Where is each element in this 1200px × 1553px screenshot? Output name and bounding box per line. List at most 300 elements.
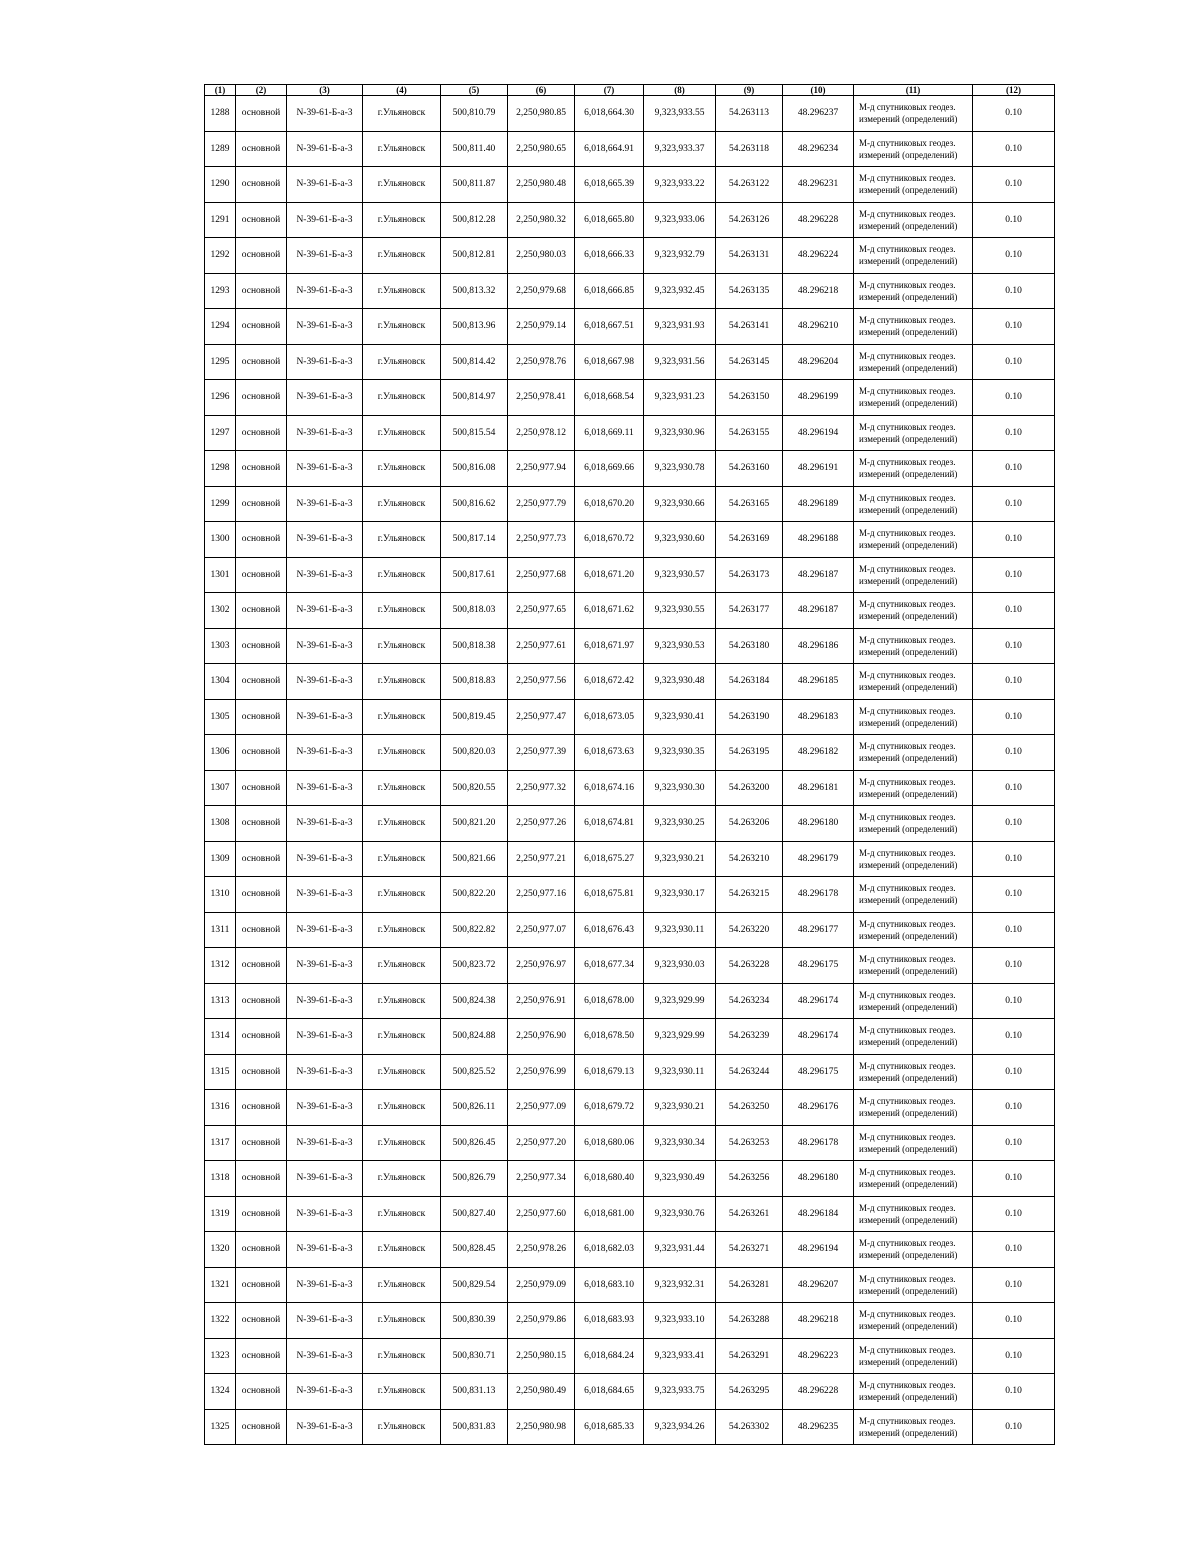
table-row bbox=[205, 1196, 1055, 1232]
coord-x-cell: 500,815.54 bbox=[441, 415, 508, 451]
method-cell: М-д спутниковых геодез. измерений (определений) bbox=[854, 1232, 973, 1268]
accuracy-cell: 0.10 bbox=[973, 309, 1055, 345]
accuracy-cell: 0.10 bbox=[973, 1232, 1055, 1268]
point-type-cell: основной bbox=[236, 948, 287, 984]
table-row bbox=[205, 1232, 1055, 1268]
locality-cell: г.Ульяновск bbox=[363, 770, 441, 806]
latitude-cell: 54.263150 bbox=[716, 380, 783, 416]
map-sheet-cell: N-39-61-Б-а-3 bbox=[287, 735, 363, 771]
point-type-cell: основной bbox=[236, 1090, 287, 1126]
coord-y2-cell: 9,323,930.34 bbox=[644, 1125, 716, 1161]
accuracy-cell: 0.10 bbox=[973, 912, 1055, 948]
coord-y2-cell: 9,323,933.55 bbox=[644, 96, 716, 132]
coord-x-cell: 500,823.72 bbox=[441, 948, 508, 984]
coord-y-cell: 2,250,977.07 bbox=[508, 912, 575, 948]
coord-y2-cell: 9,323,930.41 bbox=[644, 699, 716, 735]
coord-x2-cell: 6,018,682.03 bbox=[575, 1232, 644, 1268]
point-number-cell: 1292 bbox=[205, 238, 236, 274]
locality-cell: г.Ульяновск bbox=[363, 912, 441, 948]
table-row bbox=[205, 877, 1055, 913]
point-type-cell: основной bbox=[236, 309, 287, 345]
method-cell: М-д спутниковых геодез. измерений (определений) bbox=[854, 557, 973, 593]
coord-x2-cell: 6,018,665.39 bbox=[575, 167, 644, 203]
table-row bbox=[205, 770, 1055, 806]
locality-cell: г.Ульяновск bbox=[363, 557, 441, 593]
coord-x2-cell: 6,018,676.43 bbox=[575, 912, 644, 948]
latitude-cell: 54.263288 bbox=[716, 1303, 783, 1339]
table-row bbox=[205, 841, 1055, 877]
longitude-cell: 48.296175 bbox=[783, 948, 854, 984]
point-number-cell: 1324 bbox=[205, 1374, 236, 1410]
accuracy-cell: 0.10 bbox=[973, 1338, 1055, 1374]
table-row bbox=[205, 167, 1055, 203]
coord-x-cell: 500,826.45 bbox=[441, 1125, 508, 1161]
coord-y2-cell: 9,323,930.21 bbox=[644, 1090, 716, 1126]
accuracy-cell: 0.10 bbox=[973, 699, 1055, 735]
locality-cell: г.Ульяновск bbox=[363, 1232, 441, 1268]
accuracy-cell: 0.10 bbox=[973, 770, 1055, 806]
method-cell: М-д спутниковых геодез. измерений (определений) bbox=[854, 309, 973, 345]
method-cell: М-д спутниковых геодез. измерений (определений) bbox=[854, 877, 973, 913]
table-row bbox=[205, 273, 1055, 309]
coord-x2-cell: 6,018,669.11 bbox=[575, 415, 644, 451]
coord-y2-cell: 9,323,933.41 bbox=[644, 1338, 716, 1374]
point-type-cell: основной bbox=[236, 877, 287, 913]
point-type-cell: основной bbox=[236, 1161, 287, 1197]
coord-y-cell: 2,250,977.68 bbox=[508, 557, 575, 593]
coord-x2-cell: 6,018,674.81 bbox=[575, 806, 644, 842]
locality-cell: г.Ульяновск bbox=[363, 1267, 441, 1303]
coord-y-cell: 2,250,977.20 bbox=[508, 1125, 575, 1161]
coord-y-cell: 2,250,980.85 bbox=[508, 96, 575, 132]
latitude-cell: 54.263256 bbox=[716, 1161, 783, 1197]
latitude-cell: 54.263131 bbox=[716, 238, 783, 274]
map-sheet-cell: N-39-61-Б-а-3 bbox=[287, 628, 363, 664]
method-cell: М-д спутниковых геодез. измерений (определений) bbox=[854, 1374, 973, 1410]
longitude-cell: 48.296180 bbox=[783, 806, 854, 842]
longitude-cell: 48.296204 bbox=[783, 344, 854, 380]
method-cell: М-д спутниковых геодез. измерений (определений) bbox=[854, 1019, 973, 1055]
accuracy-cell: 0.10 bbox=[973, 167, 1055, 203]
locality-cell: г.Ульяновск bbox=[363, 309, 441, 345]
map-sheet-cell: N-39-61-Б-а-3 bbox=[287, 1374, 363, 1410]
point-number-cell: 1295 bbox=[205, 344, 236, 380]
coord-x-cell: 500,818.83 bbox=[441, 664, 508, 700]
point-number-cell: 1312 bbox=[205, 948, 236, 984]
map-sheet-cell: N-39-61-Б-а-3 bbox=[287, 1196, 363, 1232]
table-row bbox=[205, 983, 1055, 1019]
map-sheet-cell: N-39-61-Б-а-3 bbox=[287, 202, 363, 238]
point-number-cell: 1301 bbox=[205, 557, 236, 593]
point-type-cell: основной bbox=[236, 131, 287, 167]
coord-x-cell: 500,813.32 bbox=[441, 273, 508, 309]
coord-x2-cell: 6,018,685.33 bbox=[575, 1409, 644, 1445]
point-number-cell: 1311 bbox=[205, 912, 236, 948]
locality-cell: г.Ульяновск bbox=[363, 948, 441, 984]
point-type-cell: основной bbox=[236, 983, 287, 1019]
point-type-cell: основной bbox=[236, 1374, 287, 1410]
longitude-cell: 48.296189 bbox=[783, 486, 854, 522]
point-number-cell: 1320 bbox=[205, 1232, 236, 1268]
coord-x2-cell: 6,018,667.51 bbox=[575, 309, 644, 345]
method-cell: М-д спутниковых геодез. измерений (определений) bbox=[854, 1125, 973, 1161]
locality-cell: г.Ульяновск bbox=[363, 522, 441, 558]
document-sheet bbox=[204, 84, 1055, 1445]
longitude-cell: 48.296231 bbox=[783, 167, 854, 203]
map-sheet-cell: N-39-61-Б-а-3 bbox=[287, 96, 363, 132]
coord-x-cell: 500,812.81 bbox=[441, 238, 508, 274]
point-type-cell: основной bbox=[236, 451, 287, 487]
point-number-cell: 1325 bbox=[205, 1409, 236, 1445]
column-header-12: (12) bbox=[973, 85, 1055, 96]
longitude-cell: 48.296218 bbox=[783, 1303, 854, 1339]
method-cell: М-д спутниковых геодез. измерений (определений) bbox=[854, 167, 973, 203]
map-sheet-cell: N-39-61-Б-а-3 bbox=[287, 167, 363, 203]
longitude-cell: 48.296174 bbox=[783, 1019, 854, 1055]
coord-y2-cell: 9,323,933.10 bbox=[644, 1303, 716, 1339]
coord-y2-cell: 9,323,930.21 bbox=[644, 841, 716, 877]
coord-x2-cell: 6,018,672.42 bbox=[575, 664, 644, 700]
method-cell: М-д спутниковых геодез. измерений (определений) bbox=[854, 806, 973, 842]
latitude-cell: 54.263261 bbox=[716, 1196, 783, 1232]
point-type-cell: основной bbox=[236, 1125, 287, 1161]
method-cell: М-д спутниковых геодез. измерений (определений) bbox=[854, 238, 973, 274]
point-number-cell: 1290 bbox=[205, 167, 236, 203]
latitude-cell: 54.263190 bbox=[716, 699, 783, 735]
method-cell: М-д спутниковых геодез. измерений (определений) bbox=[854, 415, 973, 451]
table-row bbox=[205, 1125, 1055, 1161]
coord-y-cell: 2,250,980.15 bbox=[508, 1338, 575, 1374]
locality-cell: г.Ульяновск bbox=[363, 841, 441, 877]
table-row bbox=[205, 451, 1055, 487]
longitude-cell: 48.296187 bbox=[783, 593, 854, 629]
point-type-cell: основной bbox=[236, 202, 287, 238]
locality-cell: г.Ульяновск bbox=[363, 131, 441, 167]
longitude-cell: 48.296183 bbox=[783, 699, 854, 735]
method-cell: М-д спутниковых геодез. измерений (определений) bbox=[854, 1054, 973, 1090]
coord-y2-cell: 9,323,930.49 bbox=[644, 1161, 716, 1197]
point-number-cell: 1316 bbox=[205, 1090, 236, 1126]
longitude-cell: 48.296199 bbox=[783, 380, 854, 416]
coord-y-cell: 2,250,977.21 bbox=[508, 841, 575, 877]
locality-cell: г.Ульяновск bbox=[363, 1409, 441, 1445]
coord-y2-cell: 9,323,933.37 bbox=[644, 131, 716, 167]
coord-x-cell: 500,828.45 bbox=[441, 1232, 508, 1268]
coord-y-cell: 2,250,977.65 bbox=[508, 593, 575, 629]
locality-cell: г.Ульяновск bbox=[363, 806, 441, 842]
coord-x-cell: 500,822.20 bbox=[441, 877, 508, 913]
latitude-cell: 54.263210 bbox=[716, 841, 783, 877]
map-sheet-cell: N-39-61-Б-а-3 bbox=[287, 877, 363, 913]
longitude-cell: 48.296187 bbox=[783, 557, 854, 593]
coord-x2-cell: 6,018,679.13 bbox=[575, 1054, 644, 1090]
table-row bbox=[205, 1090, 1055, 1126]
coord-x-cell: 500,819.45 bbox=[441, 699, 508, 735]
point-number-cell: 1293 bbox=[205, 273, 236, 309]
latitude-cell: 54.263200 bbox=[716, 770, 783, 806]
map-sheet-cell: N-39-61-Б-а-3 bbox=[287, 983, 363, 1019]
locality-cell: г.Ульяновск bbox=[363, 1019, 441, 1055]
coord-x2-cell: 6,018,667.98 bbox=[575, 344, 644, 380]
coord-y2-cell: 9,323,932.45 bbox=[644, 273, 716, 309]
coord-x2-cell: 6,018,668.54 bbox=[575, 380, 644, 416]
longitude-cell: 48.296185 bbox=[783, 664, 854, 700]
method-cell: М-д спутниковых геодез. измерений (определений) bbox=[854, 1267, 973, 1303]
coord-y-cell: 2,250,980.65 bbox=[508, 131, 575, 167]
method-cell: М-д спутниковых геодез. измерений (определений) bbox=[854, 735, 973, 771]
accuracy-cell: 0.10 bbox=[973, 344, 1055, 380]
table-row bbox=[205, 522, 1055, 558]
point-number-cell: 1313 bbox=[205, 983, 236, 1019]
latitude-cell: 54.263291 bbox=[716, 1338, 783, 1374]
coord-y-cell: 2,250,980.48 bbox=[508, 167, 575, 203]
accuracy-cell: 0.10 bbox=[973, 380, 1055, 416]
coord-x-cell: 500,821.20 bbox=[441, 806, 508, 842]
table-row bbox=[205, 309, 1055, 345]
coord-y-cell: 2,250,977.39 bbox=[508, 735, 575, 771]
point-number-cell: 1299 bbox=[205, 486, 236, 522]
accuracy-cell: 0.10 bbox=[973, 1090, 1055, 1126]
point-type-cell: основной bbox=[236, 628, 287, 664]
column-header-2: (2) bbox=[236, 85, 287, 96]
accuracy-cell: 0.10 bbox=[973, 877, 1055, 913]
coord-y-cell: 2,250,976.97 bbox=[508, 948, 575, 984]
accuracy-cell: 0.10 bbox=[973, 1303, 1055, 1339]
latitude-cell: 54.263271 bbox=[716, 1232, 783, 1268]
locality-cell: г.Ульяновск bbox=[363, 415, 441, 451]
method-cell: М-д спутниковых геодез. измерений (определений) bbox=[854, 1196, 973, 1232]
latitude-cell: 54.263195 bbox=[716, 735, 783, 771]
map-sheet-cell: N-39-61-Б-а-3 bbox=[287, 344, 363, 380]
coord-y-cell: 2,250,980.32 bbox=[508, 202, 575, 238]
coord-x2-cell: 6,018,680.06 bbox=[575, 1125, 644, 1161]
coord-y2-cell: 9,323,929.99 bbox=[644, 1019, 716, 1055]
coord-y-cell: 2,250,977.56 bbox=[508, 664, 575, 700]
point-type-cell: основной bbox=[236, 770, 287, 806]
coord-y-cell: 2,250,977.61 bbox=[508, 628, 575, 664]
coord-x-cell: 500,816.08 bbox=[441, 451, 508, 487]
coord-x2-cell: 6,018,666.33 bbox=[575, 238, 644, 274]
coord-x-cell: 500,827.40 bbox=[441, 1196, 508, 1232]
point-number-cell: 1306 bbox=[205, 735, 236, 771]
accuracy-cell: 0.10 bbox=[973, 273, 1055, 309]
point-type-cell: основной bbox=[236, 735, 287, 771]
locality-cell: г.Ульяновск bbox=[363, 202, 441, 238]
coord-x-cell: 500,824.38 bbox=[441, 983, 508, 1019]
table-row bbox=[205, 557, 1055, 593]
table-row bbox=[205, 735, 1055, 771]
method-cell: М-д спутниковых геодез. измерений (определений) bbox=[854, 593, 973, 629]
coord-x-cell: 500,818.38 bbox=[441, 628, 508, 664]
method-cell: М-д спутниковых геодез. измерений (определений) bbox=[854, 841, 973, 877]
map-sheet-cell: N-39-61-Б-а-3 bbox=[287, 451, 363, 487]
accuracy-cell: 0.10 bbox=[973, 983, 1055, 1019]
method-cell: М-д спутниковых геодез. измерений (определений) bbox=[854, 664, 973, 700]
longitude-cell: 48.296177 bbox=[783, 912, 854, 948]
coord-x-cell: 500,817.14 bbox=[441, 522, 508, 558]
table-row bbox=[205, 806, 1055, 842]
locality-cell: г.Ульяновск bbox=[363, 1090, 441, 1126]
coord-y2-cell: 9,323,932.79 bbox=[644, 238, 716, 274]
coord-y2-cell: 9,323,930.03 bbox=[644, 948, 716, 984]
locality-cell: г.Ульяновск bbox=[363, 1054, 441, 1090]
coord-x2-cell: 6,018,678.50 bbox=[575, 1019, 644, 1055]
method-cell: М-д спутниковых геодез. измерений (определений) bbox=[854, 344, 973, 380]
point-type-cell: основной bbox=[236, 1196, 287, 1232]
coord-x-cell: 500,814.42 bbox=[441, 344, 508, 380]
method-cell: М-д спутниковых геодез. измерений (определений) bbox=[854, 1338, 973, 1374]
coord-y2-cell: 9,323,930.57 bbox=[644, 557, 716, 593]
coord-y2-cell: 9,323,930.78 bbox=[644, 451, 716, 487]
column-header-5: (5) bbox=[441, 85, 508, 96]
coord-x2-cell: 6,018,669.66 bbox=[575, 451, 644, 487]
table-row bbox=[205, 380, 1055, 416]
point-type-cell: основной bbox=[236, 806, 287, 842]
locality-cell: г.Ульяновск bbox=[363, 1338, 441, 1374]
coord-x2-cell: 6,018,681.00 bbox=[575, 1196, 644, 1232]
accuracy-cell: 0.10 bbox=[973, 522, 1055, 558]
coord-y2-cell: 9,323,933.22 bbox=[644, 167, 716, 203]
coord-y-cell: 2,250,978.41 bbox=[508, 380, 575, 416]
point-number-cell: 1296 bbox=[205, 380, 236, 416]
map-sheet-cell: N-39-61-Б-а-3 bbox=[287, 1303, 363, 1339]
point-type-cell: основной bbox=[236, 273, 287, 309]
accuracy-cell: 0.10 bbox=[973, 664, 1055, 700]
coord-y2-cell: 9,323,930.76 bbox=[644, 1196, 716, 1232]
coord-x2-cell: 6,018,664.91 bbox=[575, 131, 644, 167]
column-header-3: (3) bbox=[287, 85, 363, 96]
longitude-cell: 48.296207 bbox=[783, 1267, 854, 1303]
coord-x2-cell: 6,018,680.40 bbox=[575, 1161, 644, 1197]
coord-x-cell: 500,820.03 bbox=[441, 735, 508, 771]
longitude-cell: 48.296237 bbox=[783, 96, 854, 132]
coord-y-cell: 2,250,979.68 bbox=[508, 273, 575, 309]
method-cell: М-д спутниковых геодез. измерений (определений) bbox=[854, 628, 973, 664]
method-cell: М-д спутниковых геодез. измерений (определений) bbox=[854, 273, 973, 309]
point-number-cell: 1302 bbox=[205, 593, 236, 629]
locality-cell: г.Ульяновск bbox=[363, 344, 441, 380]
longitude-cell: 48.296178 bbox=[783, 877, 854, 913]
coord-x2-cell: 6,018,665.80 bbox=[575, 202, 644, 238]
latitude-cell: 54.263228 bbox=[716, 948, 783, 984]
point-number-cell: 1315 bbox=[205, 1054, 236, 1090]
point-type-cell: основной bbox=[236, 1409, 287, 1445]
method-cell: М-д спутниковых геодез. измерений (определений) bbox=[854, 699, 973, 735]
table-row bbox=[205, 238, 1055, 274]
latitude-cell: 54.263302 bbox=[716, 1409, 783, 1445]
map-sheet-cell: N-39-61-Б-а-3 bbox=[287, 1409, 363, 1445]
coord-y-cell: 2,250,979.86 bbox=[508, 1303, 575, 1339]
table-row bbox=[205, 1054, 1055, 1090]
longitude-cell: 48.296194 bbox=[783, 415, 854, 451]
point-type-cell: основной bbox=[236, 380, 287, 416]
coord-x-cell: 500,811.40 bbox=[441, 131, 508, 167]
map-sheet-cell: N-39-61-Б-а-3 bbox=[287, 522, 363, 558]
coord-x2-cell: 6,018,671.97 bbox=[575, 628, 644, 664]
latitude-cell: 54.263135 bbox=[716, 273, 783, 309]
latitude-cell: 54.263253 bbox=[716, 1125, 783, 1161]
locality-cell: г.Ульяновск bbox=[363, 664, 441, 700]
point-type-cell: основной bbox=[236, 841, 287, 877]
table-row bbox=[205, 948, 1055, 984]
longitude-cell: 48.296180 bbox=[783, 1161, 854, 1197]
method-cell: М-д спутниковых геодез. измерений (определений) bbox=[854, 96, 973, 132]
coord-x2-cell: 6,018,674.16 bbox=[575, 770, 644, 806]
point-type-cell: основной bbox=[236, 1054, 287, 1090]
point-number-cell: 1322 bbox=[205, 1303, 236, 1339]
point-type-cell: основной bbox=[236, 96, 287, 132]
method-cell: М-д спутниковых геодез. измерений (определений) bbox=[854, 522, 973, 558]
longitude-cell: 48.296188 bbox=[783, 522, 854, 558]
column-header-8: (8) bbox=[644, 85, 716, 96]
latitude-cell: 54.263184 bbox=[716, 664, 783, 700]
latitude-cell: 54.263295 bbox=[716, 1374, 783, 1410]
point-type-cell: основной bbox=[236, 1232, 287, 1268]
map-sheet-cell: N-39-61-Б-а-3 bbox=[287, 1161, 363, 1197]
coord-x2-cell: 6,018,675.81 bbox=[575, 877, 644, 913]
map-sheet-cell: N-39-61-Б-а-3 bbox=[287, 912, 363, 948]
table-row bbox=[205, 699, 1055, 735]
locality-cell: г.Ульяновск bbox=[363, 380, 441, 416]
table-row bbox=[205, 628, 1055, 664]
coord-x2-cell: 6,018,684.65 bbox=[575, 1374, 644, 1410]
coord-x2-cell: 6,018,678.00 bbox=[575, 983, 644, 1019]
coord-x2-cell: 6,018,684.24 bbox=[575, 1338, 644, 1374]
accuracy-cell: 0.10 bbox=[973, 1374, 1055, 1410]
longitude-cell: 48.296228 bbox=[783, 1374, 854, 1410]
map-sheet-cell: N-39-61-Б-а-3 bbox=[287, 1267, 363, 1303]
coord-x-cell: 500,830.71 bbox=[441, 1338, 508, 1374]
table-row bbox=[205, 1161, 1055, 1197]
latitude-cell: 54.263141 bbox=[716, 309, 783, 345]
table-row bbox=[205, 202, 1055, 238]
accuracy-cell: 0.10 bbox=[973, 451, 1055, 487]
map-sheet-cell: N-39-61-Б-а-3 bbox=[287, 841, 363, 877]
point-type-cell: основной bbox=[236, 415, 287, 451]
coord-y2-cell: 9,323,930.35 bbox=[644, 735, 716, 771]
map-sheet-cell: N-39-61-Б-а-3 bbox=[287, 664, 363, 700]
coord-y2-cell: 9,323,931.23 bbox=[644, 380, 716, 416]
point-type-cell: основной bbox=[236, 593, 287, 629]
latitude-cell: 54.263169 bbox=[716, 522, 783, 558]
coord-x-cell: 500,813.96 bbox=[441, 309, 508, 345]
column-header-1: (1) bbox=[205, 85, 236, 96]
coord-x-cell: 500,825.52 bbox=[441, 1054, 508, 1090]
coord-x-cell: 500,816.62 bbox=[441, 486, 508, 522]
coord-x-cell: 500,831.83 bbox=[441, 1409, 508, 1445]
map-sheet-cell: N-39-61-Б-а-3 bbox=[287, 557, 363, 593]
point-number-cell: 1318 bbox=[205, 1161, 236, 1197]
point-number-cell: 1309 bbox=[205, 841, 236, 877]
point-type-cell: основной bbox=[236, 486, 287, 522]
point-number-cell: 1317 bbox=[205, 1125, 236, 1161]
latitude-cell: 54.263165 bbox=[716, 486, 783, 522]
longitude-cell: 48.296218 bbox=[783, 273, 854, 309]
table-row bbox=[205, 486, 1055, 522]
coord-x-cell: 500,811.87 bbox=[441, 167, 508, 203]
map-sheet-cell: N-39-61-Б-а-3 bbox=[287, 593, 363, 629]
accuracy-cell: 0.10 bbox=[973, 1054, 1055, 1090]
accuracy-cell: 0.10 bbox=[973, 1161, 1055, 1197]
column-header-9: (9) bbox=[716, 85, 783, 96]
method-cell: М-д спутниковых геодез. измерений (определений) bbox=[854, 380, 973, 416]
accuracy-cell: 0.10 bbox=[973, 557, 1055, 593]
method-cell: М-д спутниковых геодез. измерений (определений) bbox=[854, 948, 973, 984]
point-number-cell: 1291 bbox=[205, 202, 236, 238]
column-header-7: (7) bbox=[575, 85, 644, 96]
point-number-cell: 1319 bbox=[205, 1196, 236, 1232]
longitude-cell: 48.296181 bbox=[783, 770, 854, 806]
